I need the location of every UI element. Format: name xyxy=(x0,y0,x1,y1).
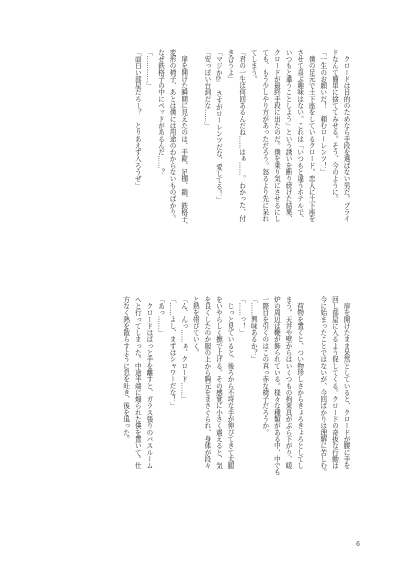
text-line: 方なく熱を散らすように息を吐き、後を追った。 xyxy=(121,296,130,443)
text-line: 「あっ……」 xyxy=(156,296,165,336)
text-line: 「マジか⁉ さすがローレンツだな、愛してる！」 xyxy=(214,49,223,204)
text-line: 「面白い部屋だろー？ とりあえず入ろうぜ」 xyxy=(133,49,142,189)
upper-text-block xyxy=(131,49,351,277)
text-line: てしまう。 xyxy=(249,49,258,83)
text-line: クロードはぱっと手を離すと、ガラス張りのバスルーム xyxy=(144,296,153,469)
text-line: させて喜ぶ趣味はない。これは「いつもと違うホテルで、 xyxy=(295,49,304,222)
page-number: 6 xyxy=(356,541,360,548)
text-line: 「安っぽい台詞だな……」 xyxy=(202,49,211,129)
text-line: 「一生のお願いだ！ 頼むローレンツ！」 xyxy=(318,49,327,176)
text-line: クロードは目的のためなら手段を選ばない男だ。プライ xyxy=(342,49,350,222)
text-line: まう。天井や壁からはいくつもの拘束具がぶら下がり、暖 xyxy=(284,296,293,469)
text-line xyxy=(305,296,317,524)
text-line: じっと見ていると、後ろから不埒な手が伸びてきて太腿 xyxy=(226,296,235,469)
text-line: をいやらしく撫で上げる。その感覚に小さく震えると、気 xyxy=(214,296,223,469)
text-line: 「…………」 xyxy=(144,49,153,89)
text-line: なぜ鉄格子の中にベッドがあるんだ……？ xyxy=(156,49,165,176)
text-line: 今に始まったことではないが、今回ばかりは理解に苦しむ。 xyxy=(318,296,327,476)
text-line: ドなんて簡単に捨ててみせる。そう、今のように。 xyxy=(330,49,339,202)
text-line: 回し部屋に入るよう促してくる。クロードの奇抜な行動は xyxy=(330,296,339,469)
text-line: 「……っ！」 xyxy=(237,296,246,336)
text-line xyxy=(189,49,201,277)
text-line: 扉を開けたまま呆然としていると、クロードが腰に手を xyxy=(342,296,350,469)
text-line: と熱を帯びていく。 xyxy=(191,296,200,356)
text-line: 変形の椅子、あとは僕には用途のわからないものばかり。 xyxy=(168,49,177,222)
text-line: 炉の周辺は鞭が飾られている。様々な種類がある中、中でも xyxy=(272,296,281,476)
text-line: 僕の足元で土下座をしているクロード。恋人に土下座を xyxy=(307,49,316,222)
text-line: へと行ってしまった。中途半端に煽られた僕を置いて。仕 xyxy=(133,296,142,469)
text-line: 荷物を置くと、つい物珍しさからきょろきょろとしてし xyxy=(295,296,304,469)
text-line: ても、もう少しやり方があっただろう。怒るより先に呆れ xyxy=(260,49,269,222)
text-line: 「……よし、まずはシャワーだな！」 xyxy=(168,296,177,410)
text-line: 扉を開けた瞬間に見えたのは、手錠、足枷、鎖、鉄格子、 xyxy=(179,49,188,229)
text-line: 「ん、んっ……ぁ、クロード……」 xyxy=(179,296,188,403)
text-line: 一際目を引くのはこの真っ赤な椅子だろうか。 xyxy=(260,296,269,436)
lower-text-block xyxy=(119,296,351,524)
text-line: クロードが最終手段に出たのだ。僕を乗り気にさせるにし xyxy=(272,49,281,222)
text-line: 「君の一生は何回あるんだね……はぁ……。わかった、付 xyxy=(237,49,246,222)
text-line: を良くしたのか服の上から胸元をまさぐられ、身体が段々 xyxy=(202,296,211,469)
text-line: いつもと違うことしよう」という誘いを断り続けた結果、 xyxy=(284,49,293,222)
text-line: き合うよ」 xyxy=(226,49,235,83)
text-line: 「……興味あるか？」 xyxy=(249,296,258,363)
